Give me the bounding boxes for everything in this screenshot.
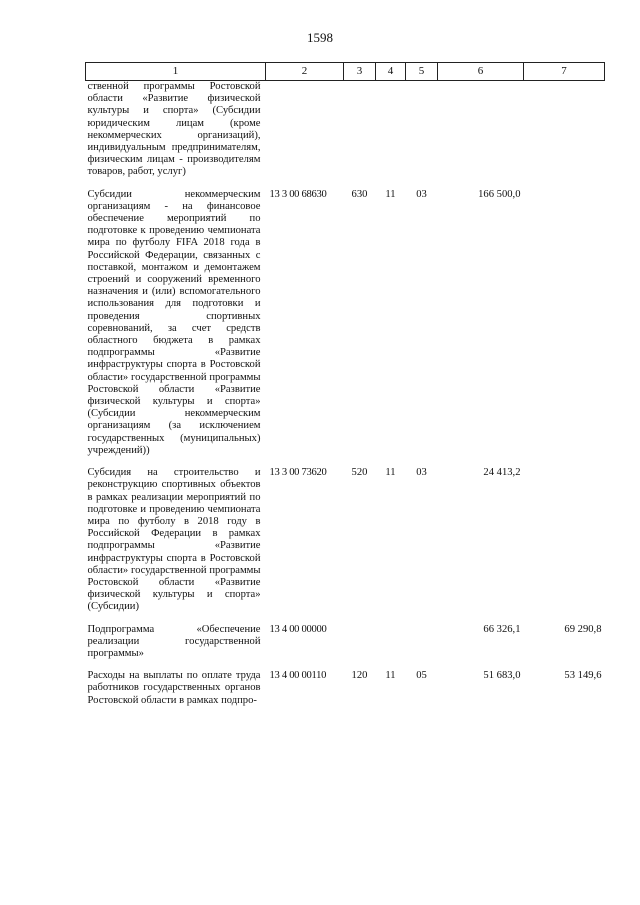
row-col4 — [376, 81, 406, 189]
column-header: 1 — [86, 63, 266, 81]
row-code: 13 4 00 00110 — [269, 670, 327, 682]
budget-table — [85, 62, 605, 707]
row-col3 — [344, 624, 376, 671]
column-header: 5 — [406, 63, 438, 81]
column-header: 3 — [344, 63, 376, 81]
row-col3: 520 — [351, 467, 368, 479]
column-header: 6 — [438, 63, 524, 81]
table-row — [86, 189, 605, 467]
row-description: Субсидия на строительство и реконструкцию спортивных объектов в рамках реализации мероприятий по подготовке и проведению чемпионата мира по футболу в 2018 году в Российской Федерации в рамках подпрограммы «Развитие инфраструктуры спорта в Ростовской области» государственной программы Ростовской области «Развитие физической культуры и спорта» (Субсидии) — [87, 467, 261, 613]
table-row — [86, 81, 605, 189]
row-amount-2 — [524, 81, 605, 189]
row-col5 — [406, 81, 438, 189]
column-header: 7 — [524, 63, 605, 81]
row-col3 — [344, 81, 376, 189]
row-code — [266, 81, 344, 189]
page-number: 1598 — [307, 30, 333, 45]
row-amount-1 — [438, 81, 524, 189]
table-row — [86, 467, 605, 623]
row-amount-2 — [524, 189, 605, 467]
row-description: Подпрограмма «Обеспечение реализации государственной программы» — [87, 623, 261, 659]
column-header: 2 — [266, 63, 344, 81]
row-description: Субсидии некоммерческим организациям - на финансовое обеспечение мероприятий по подготовке к проведению чемпионата мира по футболу FIFA 2018 года в Российской Федерации, связанных с поставкой, монтажом и демонтажем строений и сооружений временного назначения и (или) вспомогательного использования для подготовки и проведения спортивных соревнований, за счет средств областного бюджета в рамках подпрограммы «Развитие инфраструктуры спорта в Ростовской области» государственной программы Ростовской области «Развитие физической культуры и спорта» (Субсидии некоммерческим организациям (за исключением государственных (муниципальных) учреждений)) — [87, 188, 261, 456]
row-col5: 05 — [416, 670, 427, 682]
row-amount-1: 66 326,1 — [483, 623, 521, 635]
row-amount-1: 51 683,0 — [483, 670, 521, 682]
row-amount-1: 24 413,2 — [483, 467, 521, 479]
row-amount-2: 69 290,8 — [564, 623, 602, 635]
row-col5: 03 — [416, 188, 427, 200]
row-description: ственной программы Ростовской области «Развитие физической культуры и спорта» (Субсидии юридическим лицам (кроме некоммерческих организаций), индивидуальным предпринимателям, физическим лицам - производителям товаров, работ, услуг) — [87, 81, 261, 178]
row-col5 — [406, 624, 438, 671]
row-description: Расходы на выплаты по оплате труда работников государственных органов Ростовской области в рамках подпро- — [87, 670, 261, 706]
header-row — [86, 63, 605, 81]
table-row — [86, 624, 605, 671]
row-col3: 630 — [351, 188, 368, 200]
row-col4 — [376, 624, 406, 671]
column-header: 4 — [376, 63, 406, 81]
row-amount-2 — [524, 467, 605, 623]
row-code: 13 4 00 00000 — [269, 623, 327, 635]
row-col4: 11 — [385, 670, 396, 682]
row-code: 13 3 00 73620 — [269, 467, 327, 479]
row-col4: 11 — [385, 188, 396, 200]
row-amount-1: 166 500,0 — [478, 188, 521, 200]
row-col4: 11 — [385, 467, 396, 479]
row-col5: 03 — [416, 467, 427, 479]
row-amount-2: 53 149,6 — [564, 670, 602, 682]
table-row — [86, 670, 605, 707]
row-code: 13 3 00 68630 — [269, 188, 327, 200]
row-col3: 120 — [351, 670, 368, 682]
